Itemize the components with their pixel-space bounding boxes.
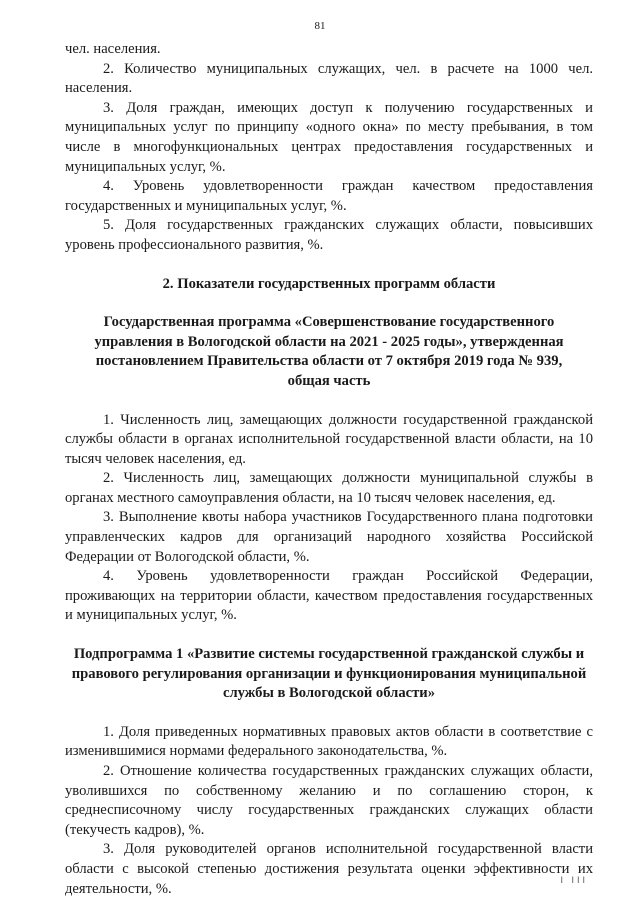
footer-mark: I III bbox=[560, 875, 588, 885]
intro-item: 4. Уровень удовлетворенности граждан качеством предоставления государственных и муниципальных услуг, %. bbox=[65, 178, 593, 214]
page-number: 81 bbox=[314, 20, 326, 32]
subprogram-item: 2. Отношение количества государственных гражданских служащих области, уволившихся по собственному желанию и по соглашению сторон, к среднесписочному числу государственных гражданских служащих области (текучесть кадров), %. bbox=[65, 763, 593, 838]
program-list bbox=[65, 411, 593, 627]
subprogram-item: 1. Доля приведенных нормативных правовых актов области в соответствие с изменившимися нормами федерального законодательства, %. bbox=[65, 723, 593, 760]
section-heading: 2. Показатели государственных программ области bbox=[162, 275, 496, 292]
intro-item: 3. Доля граждан, имеющих доступ к получению государственных и муниципальных услуг по принципу «одного окна» по месту пребывания, в том числе в многофункциональных центрах предоставления государственных и муниципальных услуг, %. bbox=[65, 99, 593, 175]
program-item: 1. Численность лиц, замещающих должности государственной гражданской службы области в органах исполнительной государственной власти области, на 10 тысяч человек населения, ед. bbox=[65, 411, 593, 467]
subprogram-list bbox=[65, 723, 593, 899]
intro-continuation: чел. населения. bbox=[65, 41, 161, 57]
subprogram-item: 3. Доля руководителей органов исполнительной государственной власти области с высокой степенью достижения результата оценки эффективности их деятельности, %. bbox=[65, 841, 593, 897]
subprogram-heading: Подпрограмма 1 «Развитие системы государственной гражданской службы и правового регулирования организации и функционирования муниципальной службы в Вологодской области» bbox=[71, 646, 587, 702]
intro-item: 2. Количество муниципальных служащих, чел. в расчете на 1000 чел. населения. bbox=[65, 60, 593, 97]
program-item: 3. Выполнение квоты набора участников Государственного плана подготовки управленческих кадров для организаций народного хозяйства Российской Федерации от Вологодской области, %. bbox=[65, 509, 593, 565]
document-body bbox=[65, 40, 593, 899]
intro-item: 5. Доля государственных гражданских служащих области, повысивших уровень профессионального развития, %. bbox=[65, 217, 593, 253]
program-item: 2. Численность лиц, замещающих должности муниципальной службы в органах местного самоуправления области, на 10 тысяч человек населения, ед. bbox=[65, 470, 593, 506]
program-heading: Государственная программа «Совершенствование государственного управления в Вологодской области на 2021 - 2025 годы», утвержденная постановлением Правительства области от 7 октября 2019 года № 939, общая часть bbox=[94, 314, 564, 389]
program-item: 4. Уровень удовлетворенности граждан Российской Федерации, проживающих на территории области, качеством предоставления государственных и муниципальных услуг, %. bbox=[65, 568, 593, 624]
